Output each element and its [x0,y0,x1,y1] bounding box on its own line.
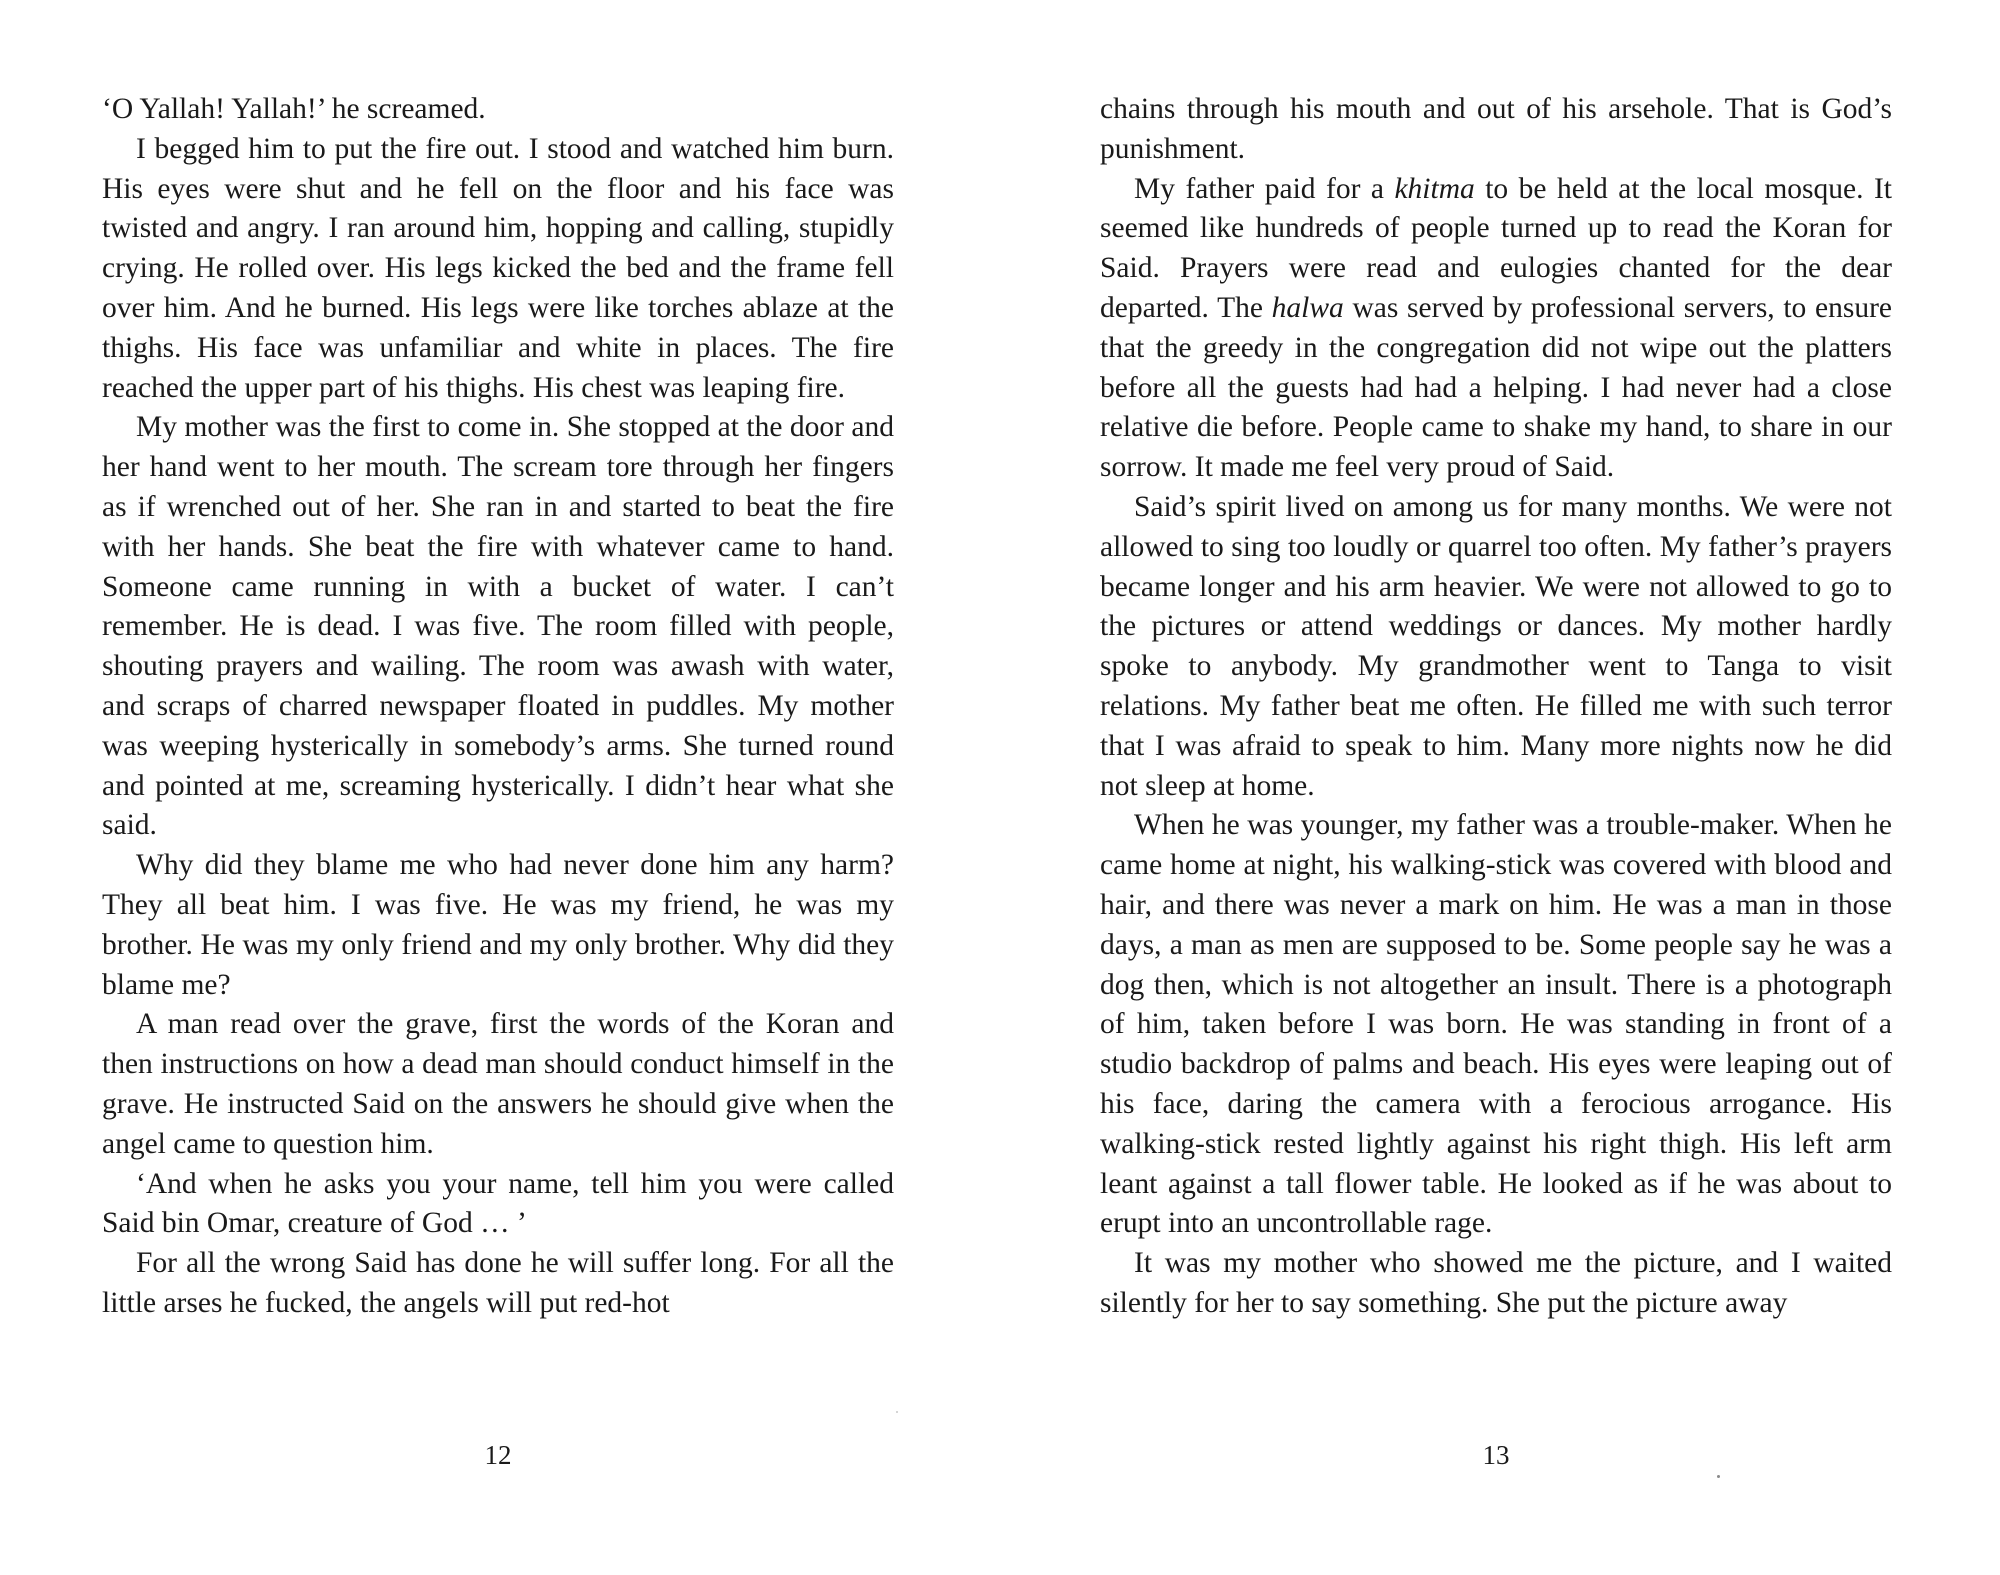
left-page [102,90,894,1324]
page-number: 13 [1482,1440,1510,1470]
paragraph: Said’s spirit lived on among us for many months. We were not allowed to sing too loudly or quarrel too often. My father’s prayers became longer and his arm heavier. We were not allowed to go to the pictures or attend weddings or dances. My mother hardly spoke to anybody. My grandmother went to Tanga to visit relations. My father beat me often. He filled me with such terror that I was afraid to speak to him. Many more nights now he did not sleep at home. [1100,490,1892,802]
paragraph: I begged him to put the fire out. I stood and watched him burn. His eyes were shut and he fell on the floor and his face was twisted and angry. I ran around him, hopping and calling, stupidly crying. He rolled over. His legs kicked the bed and the frame fell over him. And he burned. His legs were like torches ablaze at the thighs. His face was unfamiliar and white in places. The fire reached the upper part of his thighs. His chest was leaping fire. [102,132,894,404]
paragraph [1100,170,1892,488]
print-speck [1717,1475,1720,1478]
paragraph: It was my mother who showed me the picture, and I waited silently for her to say something. She put the picture away [1100,1247,1892,1319]
left-page-text [102,90,894,1324]
right-page [1100,90,1892,1324]
paragraph: ‘O Yallah! Yallah!’ he screamed. [102,93,486,125]
paragraph: For all the wrong Said has done he will suffer long. For all the little arses he fucked, the angels will put red-hot [102,1247,894,1319]
paragraph: When he was younger, my father was a trouble-maker. When he came home at night, his walking-stick was covered with blood and hair, and there was never a mark on him. He was a man in those days, a man as men are supposed to be. Some people say he was a dog then, which is not altogether an insult. There is a photograph of him, taken before I was born. He was standing in front of a studio backdrop of palms and beach. His eyes were leaping out of his face, daring the camera with a ferocious arrogance. His walking-stick rested lightly against his right thigh. His left arm leant against a tall flower table. He looked as if he was about to erupt into an uncontrollable rage. [1100,809,1892,1240]
page-number: 12 [484,1440,512,1470]
print-speck [896,1411,898,1413]
paragraph: ‘And when he asks you your name, tell him you were called Said bin Omar, creature of God … ’ [102,1167,894,1240]
paragraph: Why did they blame me who had never done him any harm? They all beat him. I was five. He was my friend, he was my brother. He was my only friend and my only brother. Why did they blame me? [102,849,894,1001]
text-run: was served by professional servers, to ensure that the greedy in the congregation did not wipe out the platters before all the guests had had a helping. I had never had a close relative die before. People came to shake my hand, to share in our sorrow. It made me feel very proud of Said. [1100,291,1892,484]
italic-term: halwa [1271,291,1344,324]
paragraph: chains through his mouth and out of his arsehole. That is God’s punishment. [1100,93,1892,165]
italic-term: khitma [1394,172,1475,205]
paragraph: My mother was the first to come in. She stopped at the door and her hand went to her mouth. The scream tore through her fingers as if wrenched out of her. She ran in and started to beat the fire with her hands. She beat the fire with whatever came to hand. Someone came running in with a bucket of water. I can’t remember. He is dead. I was five. The room filled with people, shouting prayers and wailing. The room was awash with water, and scraps of charred newspaper floated in puddles. My mother was weeping hysterically in somebody’s arms. She turned round and pointed at me, screaming hysterically. I didn’t hear what she said. [102,411,894,842]
paragraph: A man read over the grave, first the words of the Koran and then instructions on how a dead man should conduct himself in the grave. He instructed Said on the answers he should give when the angel came to question him. [102,1008,894,1160]
text-run: to be held at the local mosque. It seemed like hundreds of people turned up to read the Koran for Said. Prayers were read and eulogies chanted for the dear departed. The [1100,172,1892,324]
right-page-text [1100,90,1892,1324]
text-run: My father paid for a [1134,172,1395,205]
